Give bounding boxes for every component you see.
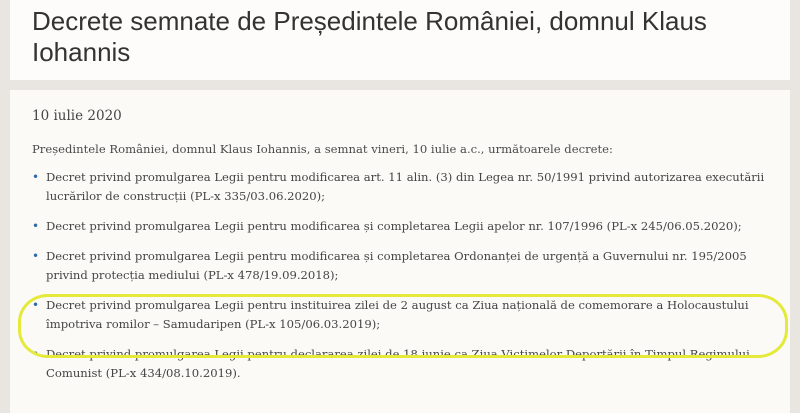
title-card [10, 0, 790, 80]
decree-text: Decret privind promulgarea Legii pentru modificarea și completarea Legii apelor nr. 107/1996 (PL-x 245/06.05.2020); [46, 219, 742, 233]
article-date: 10 iulie 2020 [32, 108, 122, 124]
page-title: Decrete semnate de Președintele României, domnul Klaus Iohannis [32, 6, 707, 67]
decree-text: Decret privind promulgarea Legii pentru declararea zilei de 18 iunie ca Ziua Victimelor Deportării în Timpul Regimului Comunist (PL-x 434/08.10.2019). [46, 347, 750, 380]
list-item [32, 217, 770, 236]
decree-text: Decret privind promulgarea Legii pentru instituirea zilei de 2 august ca Ziua națională de comemorare a Holocaustului împotriva romilor – Samudaripen (PL-x 105/06.03.2019); [46, 298, 749, 331]
bullet-icon: • [32, 347, 40, 361]
bullet-icon: • [32, 298, 40, 312]
bullet-icon: • [32, 170, 40, 184]
decree-text: Decret privind promulgarea Legii pentru modificarea și completarea Ordonanței de urgență a Guvernului nr. 195/2005 privind protecția mediului (PL-x 478/19.09.2018); [46, 249, 747, 282]
list-item [32, 345, 770, 383]
bullet-icon: • [32, 219, 40, 233]
decree-text: Decret privind promulgarea Legii pentru modificarea art. 11 alin. (3) din Legea nr. 50/1991 privind autorizarea executării lucrărilor de construcții (PL-x 335/03.06.2020); [46, 170, 765, 203]
article-intro: Președintele României, domnul Klaus Iohannis, a semnat vineri, 10 iulie a.c., următoarele decrete: [32, 142, 613, 156]
decree-list [32, 168, 770, 383]
list-item [32, 296, 770, 334]
list-item [32, 247, 770, 285]
bullet-icon: • [32, 249, 40, 263]
article-body [10, 90, 790, 413]
list-item [32, 168, 770, 206]
